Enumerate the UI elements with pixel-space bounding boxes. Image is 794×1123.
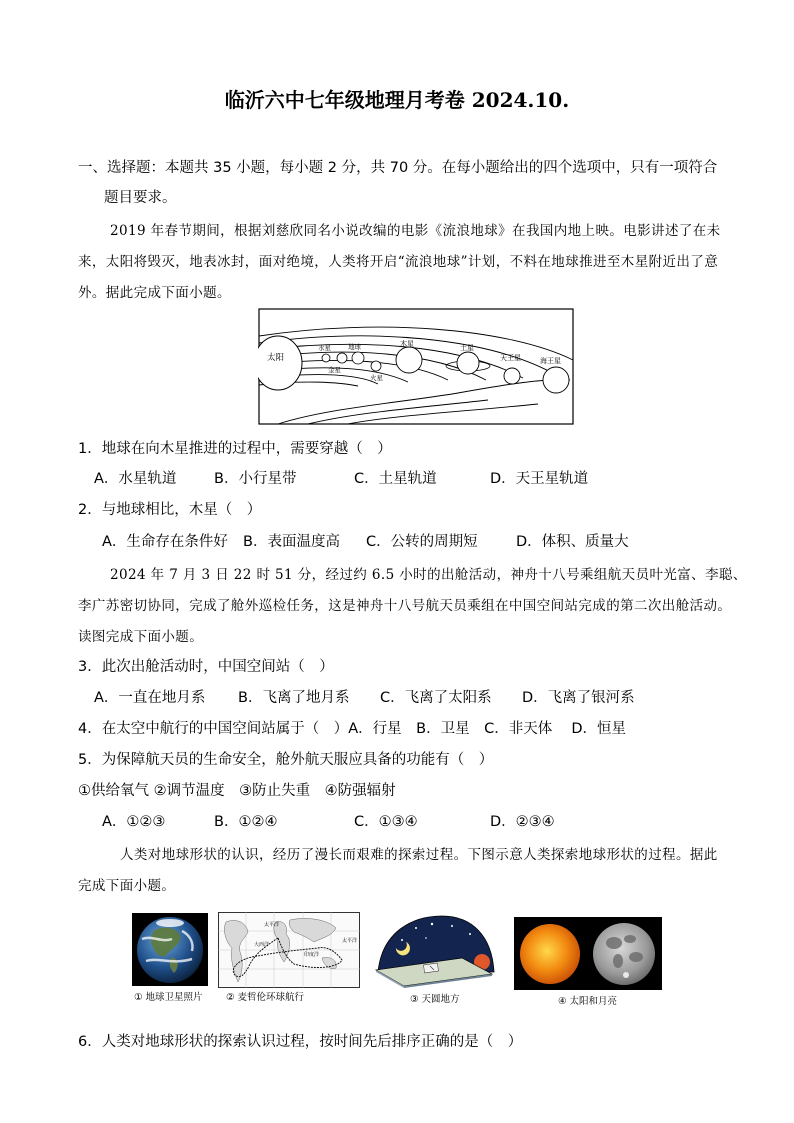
passage1-line1: 2019 年春节期间，根据刘慈欣同名小说改编的电影《流浪地球》在我国内地上映。电影讲述了在未 [110, 223, 721, 239]
q1-option-d[interactable]: D．天王星轨道 [490, 471, 589, 487]
magellan-voyage-map [218, 912, 360, 988]
q2-option-d[interactable]: D．体积、质量大 [516, 534, 629, 550]
uranus-label: 天王星 [500, 354, 521, 362]
q1-option-a[interactable]: A．水星轨道 [94, 471, 177, 487]
section-instruction-line2: 题目要求。 [104, 190, 177, 206]
saturn-shape [457, 352, 479, 374]
mercury-label: 水星 [318, 344, 331, 352]
figure2-caption: ② 麦哲伦环球航行 [226, 992, 305, 1003]
sun-shape [258, 336, 302, 390]
q5-option-c[interactable]: C．①③④ [354, 814, 418, 830]
passage1-line3: 外。据此完成下面小题。 [78, 285, 231, 301]
passage2-line2: 李广苏密切协同，完成了舱外巡检任务，这是神舟十八号航天员乘组在中国空间站完成的第二次出舱活动。 [78, 598, 732, 614]
mars-label: 火星 [370, 374, 383, 382]
q5-items: ①供给氧气 ②调节温度 ③防止失重 ④防强辐射 [78, 783, 396, 799]
mars-shape [371, 361, 381, 371]
q5-option-d[interactable]: D．②③④ [490, 814, 555, 830]
passage3-line2: 完成下面小题。 [78, 878, 176, 894]
q5-stem: 5．为保障航天员的生命安全，舱外航天服应具备的功能有（ ） [78, 752, 494, 768]
q1-stem: 1．地球在向木星推进的过程中，需要穿越（ ） [78, 441, 392, 457]
map-ocean-label-1: 太平洋 [264, 922, 280, 928]
q4-stem: 4．在太空中航行的中国空间站属于（ ）A．行星 B．卫星 C．非天体 D．恒星 [78, 721, 626, 737]
passage2-line3: 读图完成下面小题。 [78, 629, 204, 645]
map-ocean-label-4: 太平洋 [342, 938, 358, 944]
q2-option-c[interactable]: C．公转的周期短 [366, 534, 478, 550]
figure3-caption: ③ 天圆地方 [410, 994, 460, 1005]
neptune-shape [543, 367, 569, 393]
q6-stem: 6．人类对地球形状的探索认识过程，按时间先后排序正确的是（ ） [78, 1034, 523, 1050]
jupiter-shape [396, 347, 422, 373]
q2-option-a[interactable]: A．生命存在条件好 [102, 534, 228, 550]
section-instruction-line1: 一、选择题：本题共 35 小题，每小题 2 分，共 70 分。在每小题给出的四个选项中，只有一项符合 [78, 160, 718, 176]
q2-option-b[interactable]: B．表面温度高 [243, 534, 340, 550]
q3-stem: 3．此次出舱活动时，中国空间站（ ） [78, 659, 334, 675]
map-ocean-label-3: 印度洋 [304, 952, 320, 958]
venus-shape [337, 353, 347, 363]
sun-and-moon-photo [514, 917, 662, 990]
q3-option-d[interactable]: D．飞离了银河系 [522, 690, 635, 706]
q5-option-a[interactable]: A．①②③ [102, 814, 166, 830]
earth-satellite-photo [132, 913, 208, 986]
neptune-label: 海王星 [540, 357, 561, 365]
passage3-line1: 人类对地球形状的认识，经历了漫长而艰难的探索过程。下图示意人类探索地球形状的过程。据此 [120, 847, 718, 863]
jupiter-label: 木星 [400, 340, 414, 348]
venus-label: 金星 [328, 366, 341, 374]
earth-shape [352, 352, 364, 364]
figure1-caption: ① 地球卫星照片 [134, 992, 203, 1003]
solar-system-diagram [258, 308, 574, 425]
figure4-caption: ④ 太阳和月亮 [558, 996, 618, 1007]
sun-image [520, 924, 580, 984]
q5-option-b[interactable]: B．①②④ [214, 814, 278, 830]
passage1-line2: 来，太阳将毁灭，地表冰封，面对绝境，人类将开启“流浪地球”计划，不料在地球推进至木星附近出了意 [78, 254, 719, 270]
earth-label: 地球 [348, 343, 361, 351]
saturn-label: 土星 [460, 344, 474, 352]
q1-option-c[interactable]: C．土星轨道 [354, 471, 437, 487]
page-title: 临沂六中七年级地理月考卷 2024.10. [224, 88, 570, 112]
sun-label: 太阳 [267, 353, 285, 363]
passage2-line1: 2024 年 7 月 3 日 22 时 51 分，经过约 6.5 小时的出舱活动，神舟十八号乘组航天员叶光富、李聪、 [110, 567, 747, 583]
q3-option-b[interactable]: B．飞离了地月系 [238, 690, 350, 706]
q1-option-b[interactable]: B．小行星带 [214, 471, 297, 487]
q2-stem: 2．与地球相比，木星（ ） [78, 502, 262, 518]
mercury-shape [322, 354, 330, 362]
q3-option-c[interactable]: C．飞离了太阳系 [380, 690, 492, 706]
uranus-shape [504, 368, 520, 384]
map-ocean-label-2: 大西洋 [254, 942, 270, 948]
q3-option-a[interactable]: A．一直在地月系 [94, 690, 206, 706]
round-sky-square-earth [372, 912, 496, 988]
